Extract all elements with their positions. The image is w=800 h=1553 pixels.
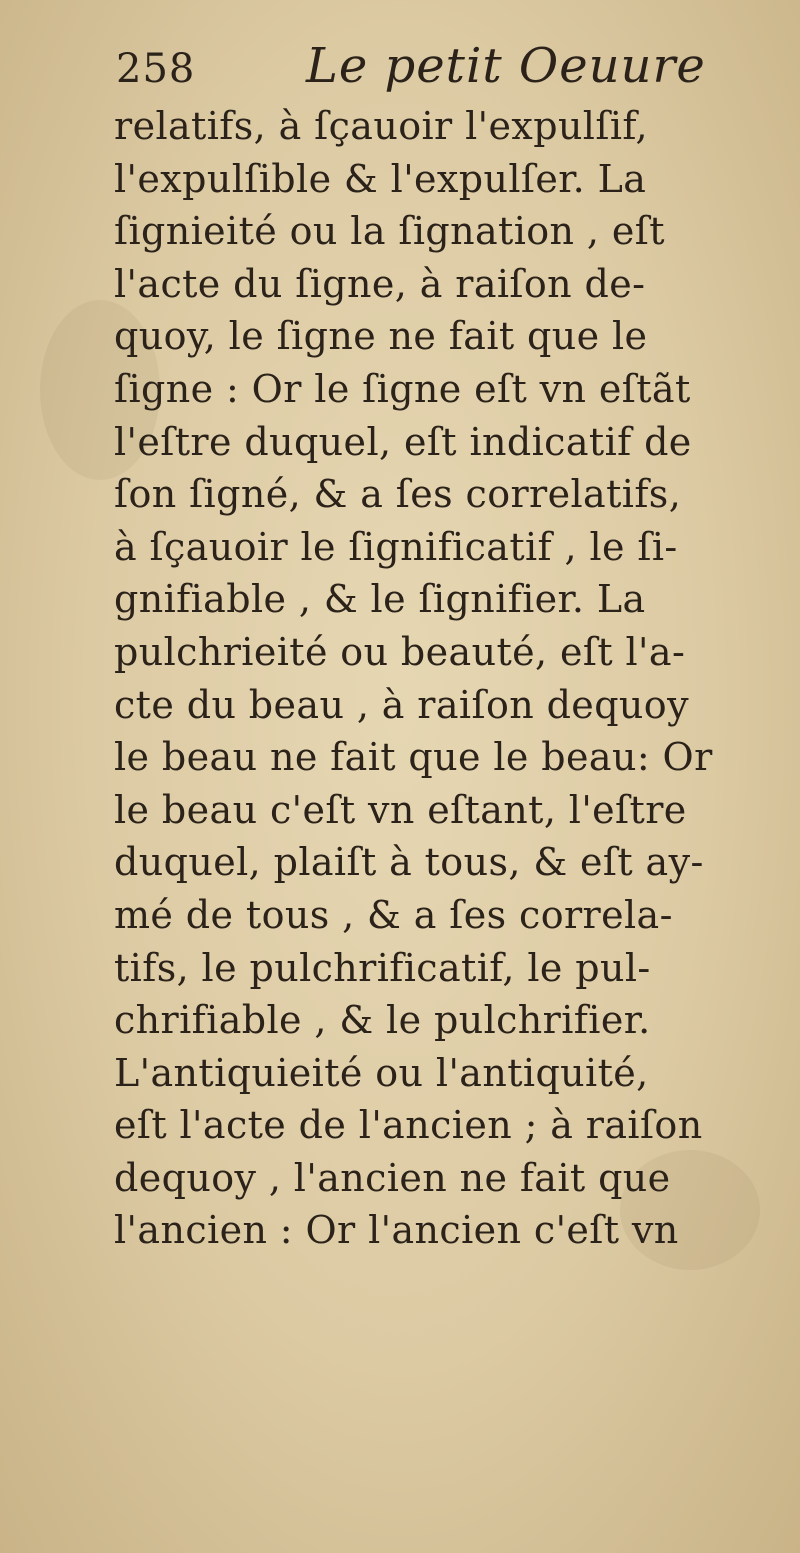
page-number: 258 bbox=[116, 46, 196, 92]
text-line: chrifiable , & le pulchrifier. bbox=[114, 998, 651, 1043]
text-line: l'eſtre duquel, eſt indicatif de bbox=[114, 419, 692, 464]
text-line: l'expulſible & l'expulſer. La bbox=[114, 156, 647, 201]
text-line: quoy, le ſigne ne fait que le bbox=[114, 314, 648, 359]
text-line: eſt l'acte de l'ancien ; à raiſon bbox=[114, 1103, 703, 1148]
text-line: à ſçauoir le ſignificatif , le ſi- bbox=[114, 524, 678, 569]
text-line: L'antiquieité ou l'antiquité, bbox=[114, 1050, 649, 1095]
text-line: pulchrieité ou beauté, eſt l'a- bbox=[114, 629, 686, 674]
body-text bbox=[114, 100, 774, 1257]
text-line: cte du beau , à raiſon dequoy bbox=[114, 682, 689, 727]
text-line: duquel, plaiſt à tous, & eſt ay- bbox=[114, 840, 704, 885]
text-line: dequoy , l'ancien ne fait que bbox=[114, 1155, 671, 1200]
text-line: gnifiable , & le ſignifier. La bbox=[114, 577, 646, 622]
text-line: ſigne : Or le ſigne eſt vn eſtãt bbox=[114, 366, 691, 411]
text-line: le beau ne fait que le beau: Or bbox=[114, 735, 713, 780]
text-line: tifs, le pulchrificatif, le pul- bbox=[114, 945, 651, 990]
text-line: ſignieité ou la ſignation , eſt bbox=[114, 209, 665, 254]
text-line: mé de tous , & a ſes correla- bbox=[114, 892, 673, 937]
text-line: relatifs, à ſçauoir l'expulſif, bbox=[114, 104, 648, 148]
text-line: ſon ſigné, & a ſes correlatifs, bbox=[114, 472, 682, 517]
text-line: l'acte du ſigne, à raiſon de- bbox=[114, 261, 646, 306]
page-header bbox=[116, 38, 736, 104]
text-line: le beau c'eſt vn eſtant, l'eſtre bbox=[114, 787, 687, 832]
text-line: l'ancien : Or l'ancien c'eſt vn bbox=[114, 1208, 679, 1253]
running-title: Le petit Oeuure bbox=[306, 38, 706, 94]
